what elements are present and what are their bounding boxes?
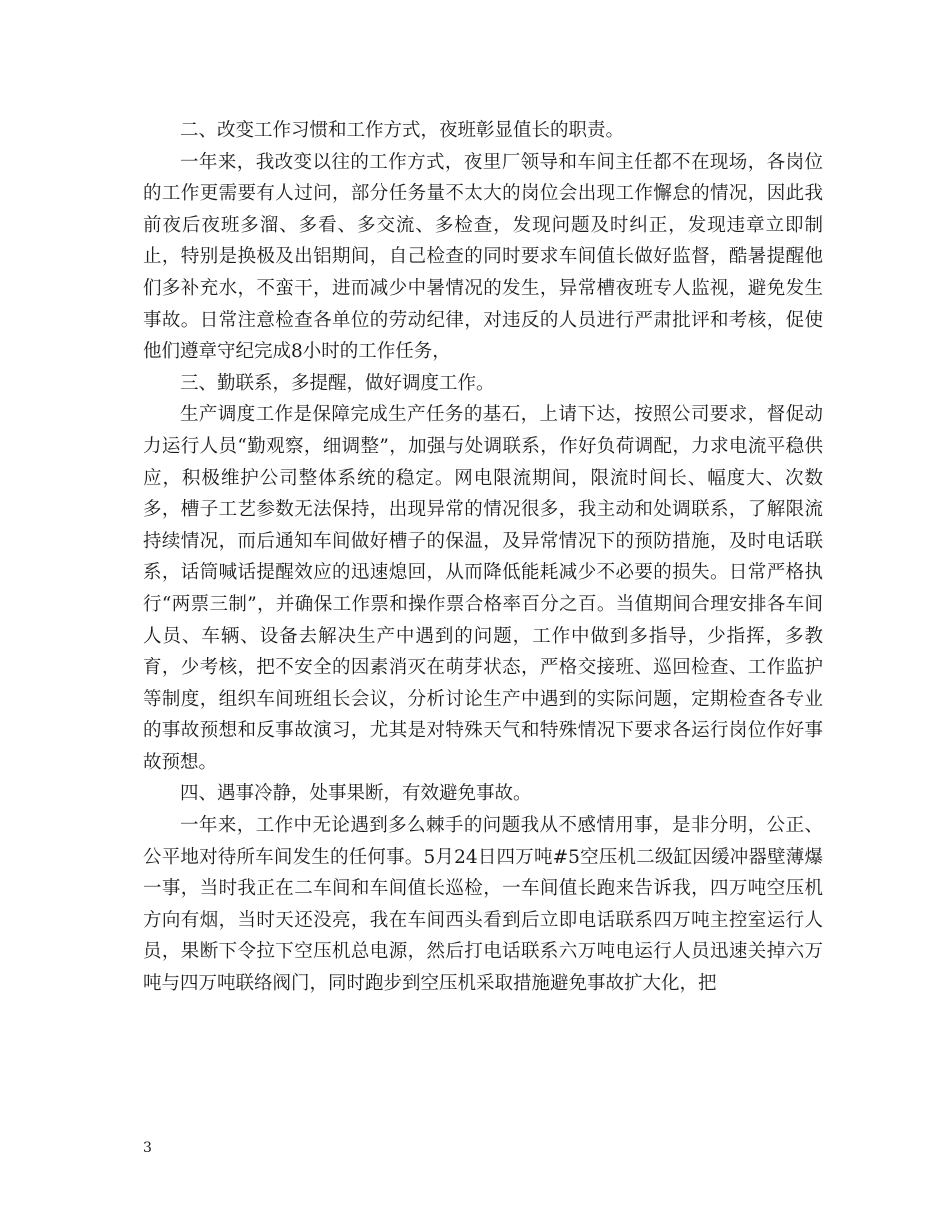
- body-paragraph: 一年来，我改变以往的工作方式，夜里厂领导和车间主任都不在现场，各岗位的工作更需要有人过问，部分任务量不太大的岗位会出现工作懈怠的情况，因此我前夜后夜班多溜、多看、多交流、多检查，发现问题及时纠正，发现违章立即制止，特别是换极及出铝期间，自己检查的同时要求车间值长做好监督，酷暑提醒他们多补充水，不蛮干，进而减少中暑情况的发生，异常槽夜班专人监视，避免发生事故。日常注意检查各单位的劳动纪律，对违反的人员进行严肃批评和考核，促使他们遵章守纪完成8小时的工作任务，: [143, 151, 823, 363]
- section-heading-3: 三、勤联系，多提醒，做好调度工作。: [180, 372, 495, 394]
- section-heading-4: 四、遇事冷静，处事果断，有效避免事故。: [180, 783, 532, 805]
- document-body: [143, 115, 823, 1000]
- body-paragraph: 生产调度工作是保障完成生产任务的基石，上请下达，按照公司要求，督促动力运行人员“勤观察，细调整”，加强与处调联系，作好负荷调配，力求电流平稳供应，积极维护公司整体系统的稳定。网电限流期间，限流时间长、幅度大、次数多，槽子工艺参数无法保持，出现异常的情况很多，我主动和处调联系，了解限流持续情况，而后通知车间做好槽子的保温，及异常情况下的预防措施，及时电话联系，话筒喊话提醒效应的迅速熄回，从而降低能耗减少不必要的损失。日常严格执行“两票三制”，并确保工作票和操作票合格率百分之百。当值期间合理安排各车间人员、车辆、设备去解决生产中遇到的问题，工作中做到多指导，少指挥，多教育，少考核，把不安全的因素消灭在萌芽状态，严格交接班、巡回检查、工作监护等制度，组织车间班组长会议，分析讨论生产中遇到的实际问题，定期检查各专业的事故预想和反事故演习，尤其是对特殊天气和特殊情况下要求各运行岗位作好事故预想。: [143, 404, 823, 773]
- body-paragraph: 一年来，工作中无论遇到多么棘手的问题我从不感情用事，是非分明，公正、公平地对待所车间发生的任何事。5月24日四万吨#5空压机二级缸因缓冲器壁薄爆一事，当时我正在二车间和车间值长巡检，一车间值长跑来告诉我，四万吨空压机方向有烟，当时天还没亮，我在车间西头看到后立即电话联系四万吨主控室运行人员，果断下令拉下空压机总电源，然后打电话联系六万吨电运行人员迅速关掉六万吨与四万吨联络阀门，同时跑步到空压机采取措施避免事故扩大化，把: [143, 815, 823, 995]
- page-number: 3: [143, 1140, 152, 1156]
- section-heading-2: 二、改变工作习惯和工作方式，夜班彰显值长的职责。: [180, 120, 625, 141]
